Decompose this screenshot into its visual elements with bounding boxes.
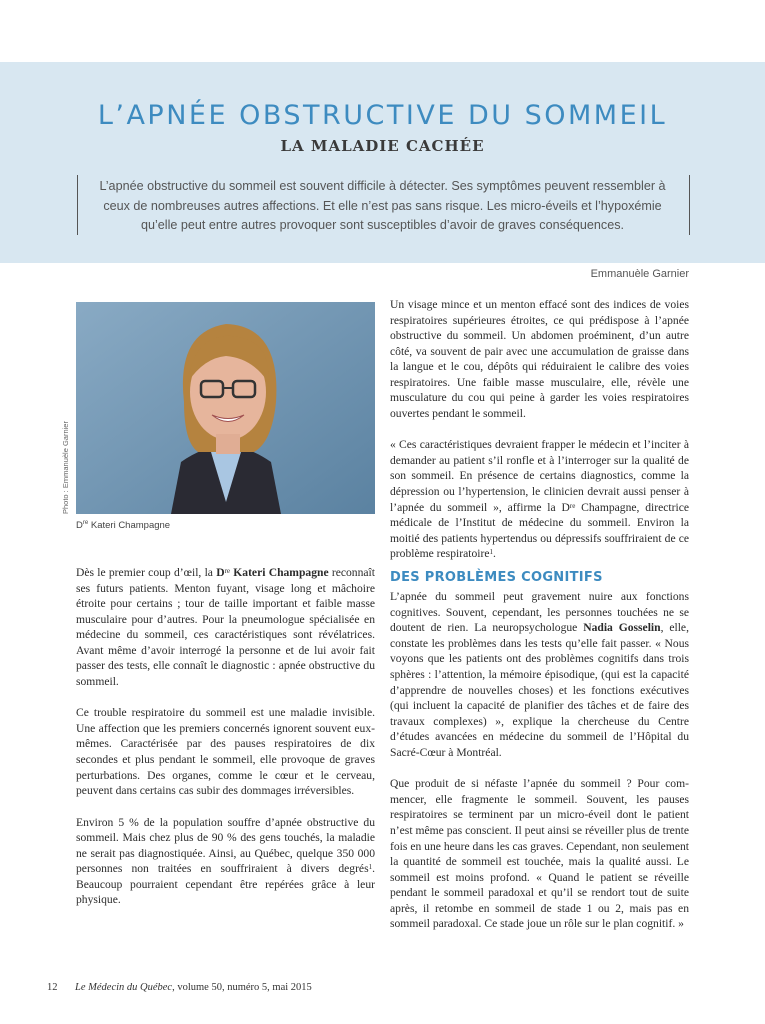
left-paragraph-2: Ce trouble respiratoire du sommeil est une maladie invisible. Une affection que les premiers concernés ignorent souvent eux-mêmes. Caractérisée par des pauses respiratoires de dix secondes et plus pendant le sommeil, elle provoque de graves perturbations. Des organes, comme le cœur et le cerveau, peuvent dans certains cas subir des dommages irréversibles. <box>76 706 375 798</box>
rp2-footnote: 1 <box>489 548 493 557</box>
page-number: 12 <box>47 982 58 993</box>
right-column <box>390 297 689 932</box>
caption-superscript: re <box>82 520 89 526</box>
photo-caption <box>76 520 170 531</box>
section-heading: DES PROBLÈMES COGNITIFS <box>390 569 603 585</box>
lp3-text: Environ 5 % de la population souffre d’apnée obstructive du sommeil. Mais chez plus de 90 % des gens touchés, la maladie ne serait pas diagnostiquée. Ainsi, au Québec, quelque 350 000 personnes non traitées en souffriraient à divers degrés <box>76 815 375 876</box>
page-footer <box>47 982 312 993</box>
lp1-name-prefix: D <box>216 566 225 579</box>
right-paragraph-2 <box>390 437 689 561</box>
rp3-name: Nadia Gosselin <box>583 621 661 635</box>
journal-name: Le Médecin du Québec <box>75 982 173 993</box>
lp1-before: Dès le premier coup d’œil, la <box>76 566 217 579</box>
left-column <box>76 565 375 908</box>
right-paragraph-1: Un visage mince et un menton effacé sont des indices de voies respiratoires supérieures étroites, ce qui prédispose à l’apnée obstructive du sommeil. Un abdomen proéminent, d’un autre côté, va souvent de pair avec une accumulation de graisse dans la langue et le cou, dépôts qui réduiraient le calibre des voies respiratoires. Une faible masse musculaire, elle, révèle une musculature du cou qui peine à garder les voies respiratoires ouvertes pendant le sommeil. <box>390 298 689 420</box>
caption-name: Kateri Champagne <box>88 520 171 532</box>
article-subtitle: LA MALADIE CACHÉE <box>280 137 485 155</box>
lp1-name-sup: re <box>224 567 231 575</box>
caption-prefix: D <box>76 520 83 532</box>
lp1-after: reconnaît ses futurs patients. Menton fuyant, visage long et mâchoire étroite pour certains ; tour de taille important et faible masse musculaire pour d’autres. Pour la pneumologue spécialisée en médecine du sommeil, ces caractéristiques sont révélatrices. Avant même d’avoir interrogé la personne et de lui avoir fait passer des tests, elle connaît le diagnostic : apnée obstructive du sommeil. <box>76 566 375 688</box>
article-title: L’APNÉE OBSTRUCTIVE DU SOMMEIL <box>97 100 668 131</box>
left-paragraph-1 <box>76 565 375 689</box>
rp3-after: , elle, constate les problèmes dans les tests qu’elle fait passer. « Nous voyons que les patients ont des problèmes cognitifs dans trois sphères : l’attention, la mémoire épisodique, (qui est la capacité d’apprendre de nouvelles choses) et les fonctions exécutives (qui incluent la capacité de planifier des tâches et de faire des travaux complexes) », explique la chercheuse du Centre d’études avancées en médecine du sommeil de l’Hôpital du Sacré-Cœur à Montréal. <box>390 621 689 759</box>
lp3-after: . Beaucoup pourraient cependant être repérées grâce à leur physique. <box>76 862 375 907</box>
rp2-before: « Ces caractéristiques devraient frapper le médecin et l’inciter à demander au patient s’il ronfle et à l’interroger sur la qualité de son sommeil. En présence de certains diagnostics, comme la dépression ou l’hypertension, le clinicien devrait aussi penser à l’apnée du sommeil », affirme la D <box>390 438 689 514</box>
photo-credit: Photo : Emmanuèle Garnier <box>61 421 70 514</box>
article-lead: L’apnée obstructive du sommeil est souvent difficile à détecter. Ses symptômes peuvent ressembler à ceux de nombreuses autres affections. Et elle n’est pas sans risque. Les micro-éveils et l’hypoxémie qu’elle peut entre autres provoquer sont susceptibles d’avoir de graves conséquences. <box>99 179 666 232</box>
left-paragraph-3 <box>76 815 375 908</box>
rp2-after: Champagne, directrice médicale de l’Institut de médecine du sommeil. Environ la moitié des patients hypertendus ou dépressifs souffriraient de ce problème respiratoire <box>390 500 689 561</box>
right-paragraph-3 <box>390 589 689 760</box>
author-byline: Emmanuèle Garnier <box>590 268 689 280</box>
rp3-before: L’apnée du sommeil peut gravement nuire aux fonctions cognitives. Souvent, cependant, les personnes touchées ne se doutent de rien. La neuropsychologue <box>390 590 689 635</box>
journal-issue: , volume 50, numéro 5, mai 2015 <box>172 982 312 993</box>
portrait-illustration <box>76 302 375 514</box>
lp1-name: Kateri Champagne <box>230 566 329 579</box>
right-paragraph-4: Que produit de si néfaste l’apnée du sommeil ? Pour commencer, elle fragmente le sommeil. Souvent, les pauses respiratoires se terminent par un micro-éveil dont le patient n’est même pas conscient. Il peut ainsi se réveiller plus de trente fois en une heure dans les cas graves. Cependant, non seulement la quantité de sommeil est touchée, mais la qualité aussi. Le sommeil est moins profond. « Quand le patient se réveille pendant le sommeil paradoxal et qu’il se rendort tout de suite après, il retombe en sommeil de stade 1 ou 2, mais pas en sommeil paradoxal. Ce stade joue un rôle sur le plan cognitif. » <box>390 777 689 931</box>
portrait-photo <box>76 302 375 514</box>
rp2-end: . <box>492 547 496 561</box>
lp3-footnote: 1 <box>368 863 373 872</box>
rp2-sup: re <box>569 501 576 510</box>
